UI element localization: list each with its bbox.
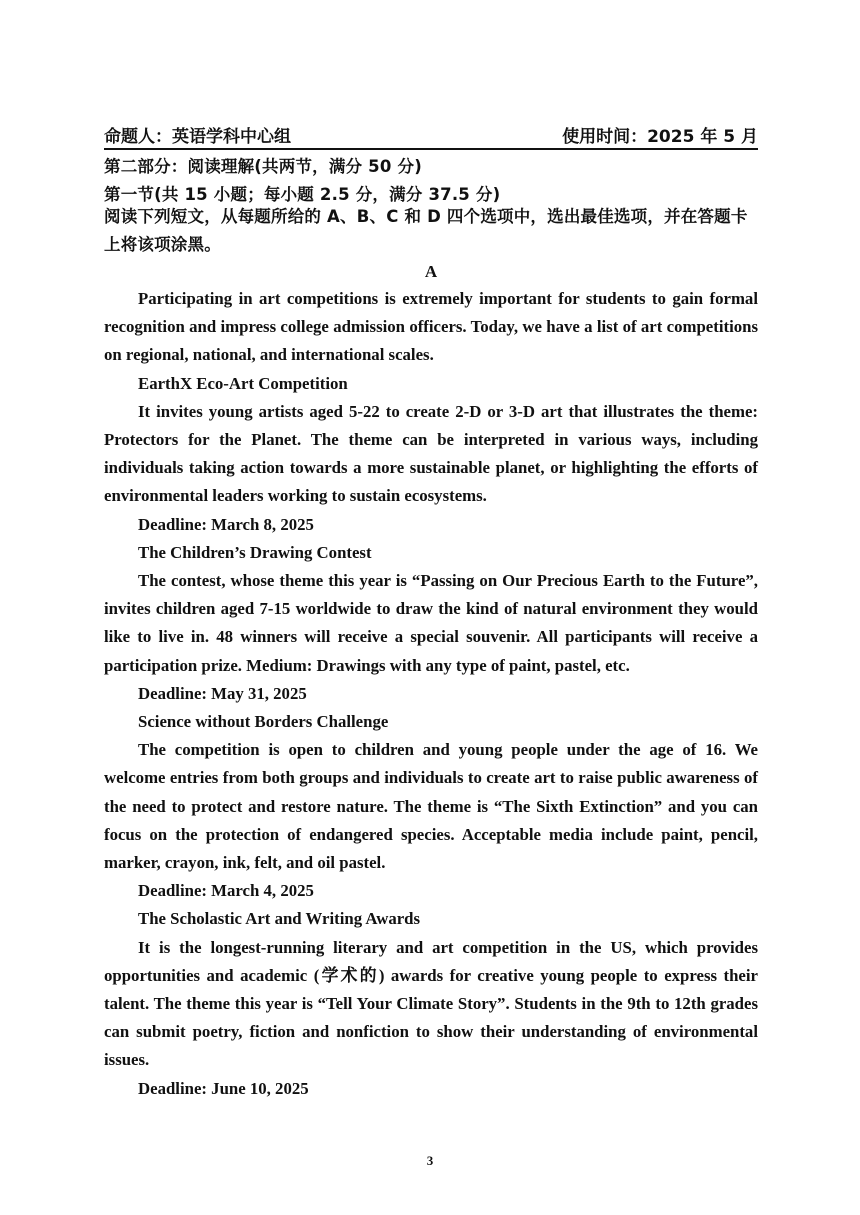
- page-number: 3: [426, 1153, 434, 1168]
- competition-title: The Scholastic Art and Writing Awards: [138, 909, 421, 929]
- passage-body: [104, 285, 758, 1103]
- competition-deadline: Deadline: June 10, 2025: [138, 1078, 309, 1098]
- passage-letter: A: [424, 262, 438, 281]
- header-author: 命题人：英语学科中心组: [104, 126, 291, 147]
- directions: 阅读下列短文，从每题所给的 A、B、C 和 D 四个选项中，选出最佳选项，并在答题卡上将该项涂黑。: [104, 207, 748, 254]
- competition-deadline: Deadline: March 8, 2025: [138, 514, 314, 534]
- competition-title: Science without Borders Challenge: [138, 712, 389, 732]
- competition-text: The contest, whose theme this year is “Passing on Our Precious Earth to the Future”, invites children aged 7-15 worldwide to draw the kind of natural environment they would like to live in. 48 winners will receive a special souvenir. All participants will receive a participation prize. Medium: Drawings with any type of paint, pastel, etc.: [104, 571, 758, 675]
- competition-text: It invites young artists aged 5-22 to create 2-D or 3-D art that illustrates the theme: Protectors for the Planet. The theme can be interpreted in various ways, including individuals taking action towards a more sustainable planet, or highlighting the efforts of environmental leaders working to sustain ecosystems.: [104, 401, 758, 506]
- section-heading: 第一节(共 15 小题；每小题 2.5 分，满分 37.5 分): [104, 185, 501, 204]
- competition-text: The competition is open to children and young people under the age of 16. We welcome entries from both groups and individuals to create art to raise public awareness of the need to protect and restore nature. The theme is “The Sixth Extinction” and you can focus on the protection of endangered species. Acceptable media include paint, pencil, marker, crayon, ink, felt, and oil pastel.: [104, 740, 758, 873]
- competition-deadline: Deadline: March 4, 2025: [138, 881, 314, 901]
- competition-title: The Children’s Drawing Contest: [138, 542, 372, 562]
- header-date: 使用时间：2025 年 5 月: [562, 126, 758, 147]
- competition-title: EarthX Eco-Art Competition: [138, 373, 348, 393]
- passage-intro: Participating in art competitions is extremely important for students to gain formal recognition and impress college admission officers. Today, we have a list of art competitions on regional, national, and international scales.: [104, 289, 758, 365]
- competition-deadline: Deadline: May 31, 2025: [138, 683, 307, 703]
- page-header: [104, 120, 758, 150]
- competition-text: It is the longest-running literary and art competition in the US, which provides opportunities and academic (学术的) awards for creative young people to express their talent. The theme this year is “Tell Your Climate Story”. Students in the 9th to 12th grades can submit poetry, fiction and nonfiction to show their understanding of environmental issues.: [104, 937, 758, 1070]
- part-heading: 第二部分：阅读理解(共两节，满分 50 分): [104, 157, 422, 176]
